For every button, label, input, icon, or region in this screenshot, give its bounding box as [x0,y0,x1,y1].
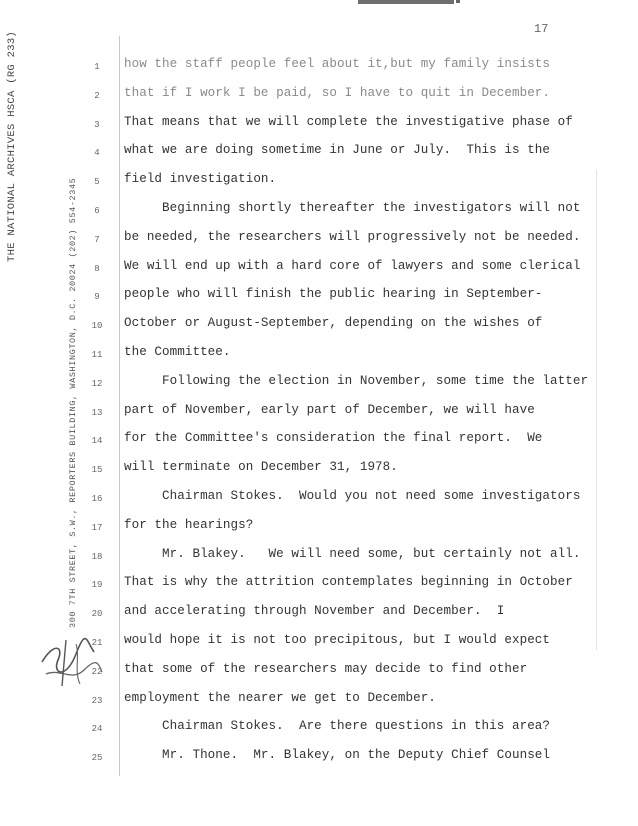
transcript-line: Mr. Blakey. We will need some, but certainly not all. [124,546,581,561]
transcript-line: Chairman Stokes. Are there questions in this area? [124,719,551,734]
line-number: 24 [91,724,103,735]
line-number: 22 [91,666,103,677]
line-number: 14 [91,436,103,447]
transcript-line: would hope it is not too precipitous, but I would expect [124,633,551,647]
transcript-line: people who will finish the public hearing in September- [124,287,543,302]
transcript-line: that if I work I be paid, so I have to quit in December. [124,85,551,100]
page-number: 17 [534,22,549,36]
transcript-line: for the Committee's consideration the final report. We [124,431,543,446]
transcript-line: and accelerating through November and December. I [124,604,505,619]
transcript-line: the Committee. [124,345,231,359]
line-number: 2 [94,90,100,101]
reporter-address: 300 7TH STREET, S.W., REPORTERS BUILDING, WASHINGTON, D.C. 20024 (202) 554-2345 [68,177,78,628]
line-number: 15 [91,465,103,476]
transcript-line: Mr. Thone. Mr. Blakey, on the Deputy Chief Counsel [124,748,551,763]
transcript-line: will terminate on December 31, 1978. [124,460,398,475]
line-number: 19 [91,580,103,591]
line-number: 4 [94,148,100,159]
line-number: 12 [91,378,103,389]
transcript-line: field investigation. [124,172,277,187]
line-number: 1 [94,62,100,72]
transcript-line: part of November, early part of December, we will have [124,402,535,417]
transcript-line: October or August-September, depending on the wishes of [124,316,543,331]
top-scan-mark [358,0,454,4]
line-number: 18 [91,551,103,562]
transcript-line: We will end up with a hard core of lawyers and some clerical [124,258,581,273]
transcript-line: for the hearings? [124,517,254,532]
line-number: 9 [94,292,100,303]
line-number: 20 [91,609,103,620]
line-number: 21 [91,638,103,648]
transcript-line: how the staff people feel about it,but my family insists [124,57,551,71]
transcript-line: Following the election in November, some time the latter [124,373,589,388]
line-number: 23 [91,695,103,706]
left-margin-rule [119,36,120,776]
top-scan-dot [456,0,460,3]
transcript-line: That is why the attrition contemplates beginning in October [124,575,573,590]
line-number: 16 [91,494,103,504]
line-number: 5 [94,177,100,188]
line-number: 25 [91,753,103,764]
transcript-line: what we are doing sometime in June or July. This is the [124,143,551,158]
transcript-line: employment the nearer we get to December. [124,690,436,705]
line-number: 7 [94,234,100,245]
line-number: 17 [91,522,103,533]
line-number: 3 [94,119,100,130]
transcript-line: be needed, the researchers will progressively not be needed. [124,229,581,244]
line-number: 10 [91,321,103,332]
transcript-line: That means that we will complete the investigative phase of [124,114,573,129]
transcript-line: that some of the researchers may decide to find other [124,661,528,676]
transcript-line: Chairman Stokes. Would you not need some investigators [124,489,581,503]
line-number: 6 [94,206,100,216]
transcript-line: Beginning shortly thereafter the investigators will not [124,201,581,215]
archive-stamp: THE NATIONAL ARCHIVES HSCA (RG 233) [6,30,18,262]
right-margin-rule [596,170,597,650]
line-number: 8 [94,263,100,274]
line-number: 11 [91,350,103,360]
line-number: 13 [91,407,103,418]
